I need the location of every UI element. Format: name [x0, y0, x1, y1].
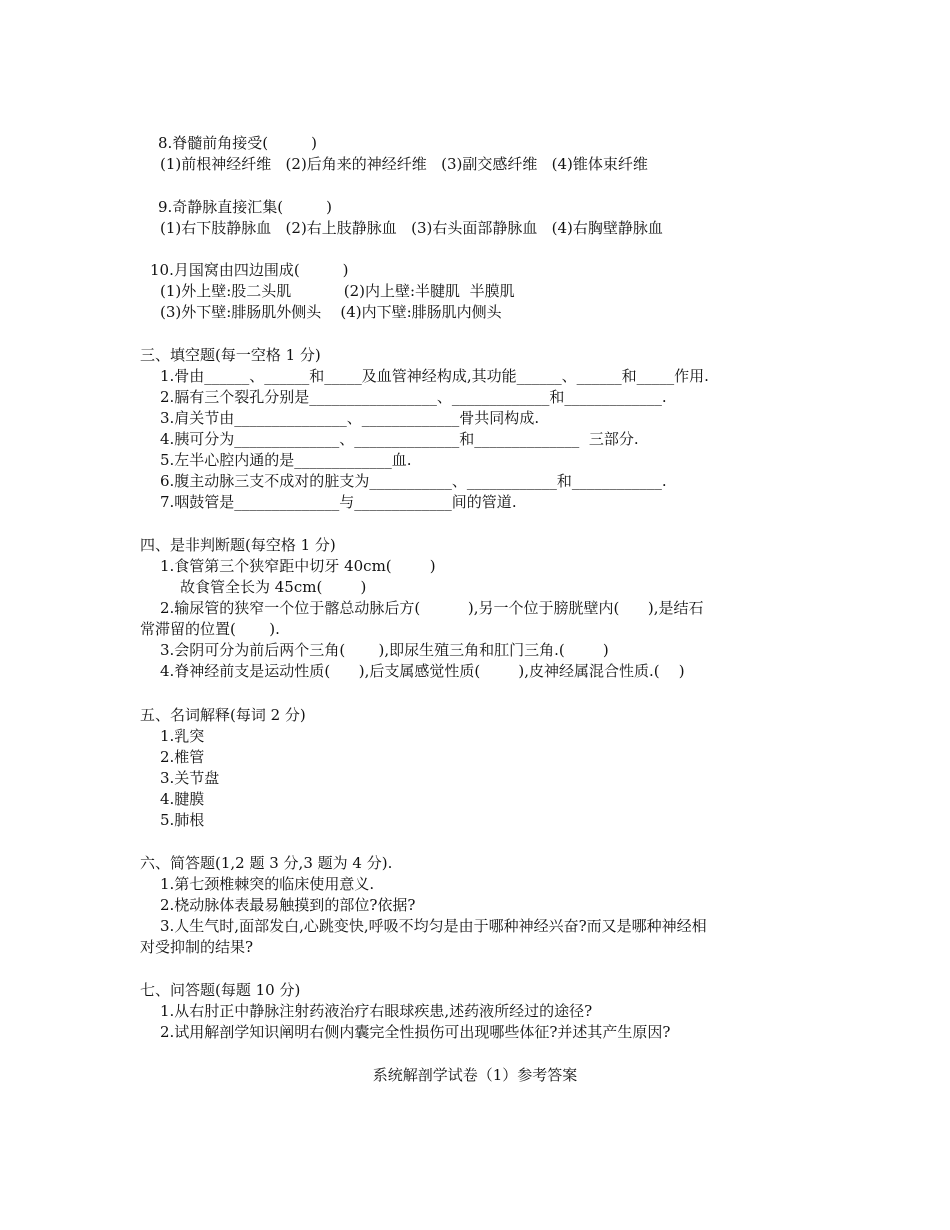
essay-q2: 2.试用解剖学知识阐明右侧内囊完全性损伤可出现哪些体征?并述其产生原因? [160, 1023, 671, 1041]
tf-q2-line2: 常滞留的位置( ). [140, 620, 280, 638]
short-q3-line1: 3.人生气时,面部发白,心跳变快,呼吸不均匀是由于哪种神经兴奋?而又是哪种神经相 [160, 917, 707, 935]
fill-item: 4.胰可分为______________、______________和______________ 三部分. [160, 430, 639, 448]
term-item: 2.椎管 [160, 748, 205, 766]
q8-stem: 8.脊髓前角接受( ) [158, 134, 317, 152]
tf-heading: 四、是非判断题(每空格 1 分) [140, 536, 336, 554]
q10-options-b: (3)外下壁:腓肠肌外侧头 (4)内下壁:腓肠肌内侧头 [160, 303, 502, 321]
term-item: 5.肺根 [160, 811, 205, 829]
tf-q2-line1: 2.输尿管的狭窄一个位于髂总动脉后方( ),另一个位于膀胱壁内( ),是结石 [160, 599, 704, 617]
tf-q4: 4.脊神经前支是运动性质( ),后支属感觉性质( ),皮神经属混合性质.( ) [160, 662, 685, 680]
term-item: 4.腱膜 [160, 790, 205, 808]
q10-stem: 10.月国窝由四边围成( ) [150, 261, 349, 279]
short-q3-line2: 对受抑制的结果? [140, 938, 254, 956]
short-q2: 2.桡动脉体表最易触摸到的部位?依据? [160, 896, 416, 914]
term-item: 1.乳突 [160, 727, 205, 745]
tf-q1-line1: 1.食管第三个狭窄距中切牙 40cm( ) [160, 557, 436, 575]
fill-item: 1.骨由______、______和_____及血管神经构成,其功能______、______和_____作用. [160, 367, 709, 385]
tf-q3: 3.会阴可分为前后两个三角( ),即尿生殖三角和肛门三角.( ) [160, 641, 609, 659]
essay-q1: 1.从右肘正中静脉注射药液治疗右眼球疾患,述药液所经过的途径? [160, 1002, 593, 1020]
fill-heading: 三、填空题(每一空格 1 分) [140, 346, 321, 364]
q10-options-a: (1)外上壁:股二头肌 (2)内上壁:半腱肌 半膜肌 [160, 282, 515, 300]
fill-item: 2.膈有三个裂孔分别是_________________、_____________和_____________. [160, 388, 667, 406]
q8-options: (1)前根神经纤维 (2)后角来的神经纤维 (3)副交感纤维 (4)锥体束纤维 [160, 155, 648, 173]
fill-item: 3.肩关节由_______________、_____________骨共同构成. [160, 409, 540, 427]
q9-options: (1)右下肢静脉血 (2)右上肢静脉血 (3)右头面部静脉血 (4)右胸壁静脉血 [160, 219, 663, 237]
fill-item: 6.腹主动脉三支不成对的脏支为___________、____________和____________. [160, 472, 667, 490]
short-heading: 六、简答题(1,2 题 3 分,3 题为 4 分). [140, 854, 393, 872]
q9-stem: 9.奇静脉直接汇集( ) [158, 198, 332, 216]
terms-heading: 五、名词解释(每词 2 分) [140, 706, 306, 724]
short-q1: 1.第七颈椎棘突的临床使用意义. [160, 875, 375, 893]
term-item: 3.关节盘 [160, 769, 220, 787]
answer-key-title: 系统解剖学试卷（1）参考答案 [372, 1066, 578, 1084]
tf-q1-line2: 故食管全长为 45cm( ) [180, 578, 367, 596]
fill-item: 5.左半心腔内通的是_____________血. [160, 451, 412, 469]
fill-item: 7.咽鼓管是______________与_____________间的管道. [160, 493, 517, 511]
essay-heading: 七、问答题(每题 10 分) [140, 981, 301, 999]
